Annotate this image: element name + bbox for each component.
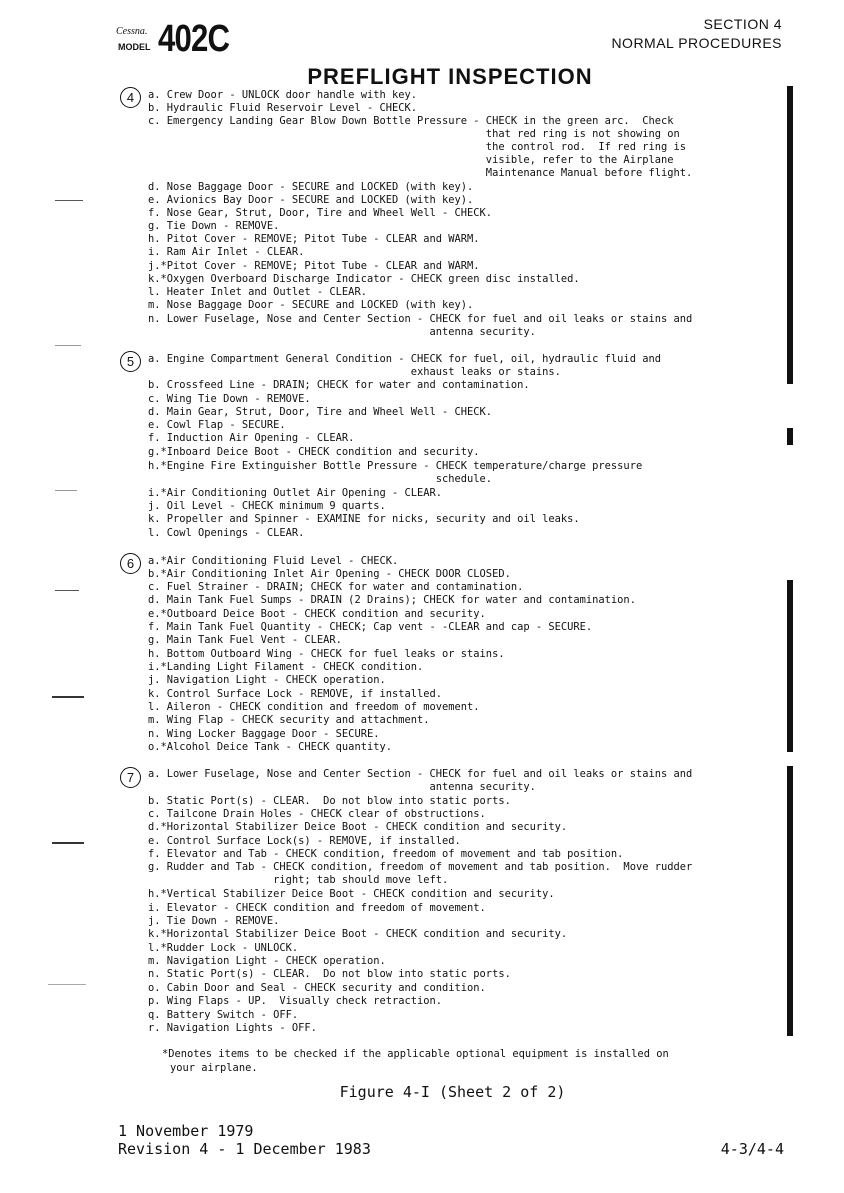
checklist-line: b. Hydraulic Fluid Reservoir Level - CHECK. <box>148 102 417 114</box>
section-number: SECTION 4 <box>703 16 782 32</box>
checklist-line: c. Emergency Landing Gear Blow Down Bottle Pressure - CHECK in the green arc. Check <box>148 115 674 127</box>
checklist-line: e.*Outboard Deice Boot - CHECK condition and security. <box>148 608 486 620</box>
checklist-line: right; tab should move left. <box>148 874 449 886</box>
step-marker-6: 6 <box>120 553 141 574</box>
checklist-line: a. Engine Compartment General Condition - CHECK for fuel, oil, hydraulic fluid and <box>148 353 661 365</box>
revision-bar <box>787 766 793 1036</box>
note-line: *Denotes items to be checked if the applicable optional equipment is installed on <box>162 1048 669 1060</box>
checklist-line: n. Lower Fuselage, Nose and Center Section - CHECK for fuel and oil leaks or stains and <box>148 313 693 325</box>
checklist-line: j. Navigation Light - CHECK operation. <box>148 674 386 686</box>
checklist-line: l.*Rudder Lock - UNLOCK. <box>148 942 299 954</box>
step-marker-4: 4 <box>120 87 141 108</box>
issue-date: 1 November 1979 <box>118 1122 254 1140</box>
checklist-line: exhaust leaks or stains. <box>148 366 561 378</box>
brand-model-label: MODEL <box>118 42 151 52</box>
checklist-line: g. Main Tank Fuel Vent - CLEAR. <box>148 634 342 646</box>
checklist-line: f. Nose Gear, Strut, Door, Tire and Wheel Well - CHECK. <box>148 207 493 219</box>
checklist-line: e. Control Surface Lock(s) - REMOVE, if installed. <box>148 835 461 847</box>
checklist-line: c. Tailcone Drain Holes - CHECK clear of obstructions. <box>148 808 486 820</box>
checklist-line: b. Crossfeed Line - DRAIN; CHECK for water and contamination. <box>148 379 530 391</box>
checklist-line: h. Bottom Outboard Wing - CHECK for fuel leaks or stains. <box>148 648 505 660</box>
model-number: 402C <box>158 18 230 60</box>
section-title: NORMAL PROCEDURES <box>611 35 782 51</box>
revision-bar <box>787 86 793 384</box>
checklist-line: h. Pitot Cover - REMOVE; Pitot Tube - CLEAR and WARM. <box>148 233 480 245</box>
checklist-line: n. Wing Locker Baggage Door - SECURE. <box>148 728 380 740</box>
revision-bar <box>787 428 793 445</box>
checklist-line: antenna security. <box>148 781 536 793</box>
revision-date: Revision 4 - 1 December 1983 <box>118 1140 371 1158</box>
checklist-line: b.*Air Conditioning Inlet Air Opening - CHECK DOOR CLOSED. <box>148 568 511 580</box>
checklist-line: k. Control Surface Lock - REMOVE, if installed. <box>148 688 443 700</box>
checklist-line: p. Wing Flaps - UP. Visually check retraction. <box>148 995 443 1007</box>
checklist-line: q. Battery Switch - OFF. <box>148 1009 299 1021</box>
checklist-line: j. Oil Level - CHECK minimum 9 quarts. <box>148 500 386 512</box>
checklist-line: schedule. <box>148 473 493 485</box>
checklist-line: m. Navigation Light - CHECK operation. <box>148 955 386 967</box>
checklist-line: m. Nose Baggage Door - SECURE and LOCKED (with key). <box>148 299 474 311</box>
figure-caption: Figure 4-I (Sheet 2 of 2) <box>339 1083 566 1101</box>
checklist-line: j.*Pitot Cover - REMOVE; Pitot Tube - CLEAR and WARM. <box>148 260 480 272</box>
revision-bar <box>787 580 793 752</box>
checklist-line: l. Heater Inlet and Outlet - CLEAR. <box>148 286 367 298</box>
checklist-line: a. Lower Fuselage, Nose and Center Section - CHECK for fuel and oil leaks or stains and <box>148 768 693 780</box>
checklist-line: h.*Vertical Stabilizer Deice Boot - CHECK condition and security. <box>148 888 555 900</box>
margin-mark <box>55 345 81 346</box>
checklist-line: k. Propeller and Spinner - EXAMINE for nicks, security and oil leaks. <box>148 513 580 525</box>
checklist-line: antenna security. <box>148 326 536 338</box>
margin-mark <box>52 842 84 844</box>
checklist-line: b. Static Port(s) - CLEAR. Do not blow into static ports. <box>148 795 511 807</box>
checklist-line: i. Ram Air Inlet - CLEAR. <box>148 246 305 258</box>
checklist-line: d. Nose Baggage Door - SECURE and LOCKED (with key). <box>148 181 474 193</box>
checklist-line: j. Tie Down - REMOVE. <box>148 915 280 927</box>
checklist-line: l. Cowl Openings - CLEAR. <box>148 527 305 539</box>
margin-mark <box>48 984 86 985</box>
checklist-line: f. Induction Air Opening - CLEAR. <box>148 432 355 444</box>
checklist-line: that red ring is not showing on <box>148 128 680 140</box>
checklist-line: g.*Inboard Deice Boot - CHECK condition and security. <box>148 446 480 458</box>
checklist-line: a.*Air Conditioning Fluid Level - CHECK. <box>148 555 399 567</box>
checklist-line: f. Main Tank Fuel Quantity - CHECK; Cap vent - -CLEAR and cap - SECURE. <box>148 621 593 633</box>
checklist-line: n. Static Port(s) - CLEAR. Do not blow into static ports. <box>148 968 511 980</box>
checklist-line: k.*Oxygen Overboard Discharge Indicator - CHECK green disc installed. <box>148 273 580 285</box>
page-title: PREFLIGHT INSPECTION <box>307 64 593 89</box>
checklist-line: d. Main Gear, Strut, Door, Tire and Wheel Well - CHECK. <box>148 406 493 418</box>
checklist-line: g. Tie Down - REMOVE. <box>148 220 280 232</box>
checklist-line: i.*Air Conditioning Outlet Air Opening - CLEAR. <box>148 487 443 499</box>
step-marker-7: 7 <box>120 767 141 788</box>
checklist-line: e. Cowl Flap - SECURE. <box>148 419 286 431</box>
checklist-line: g. Rudder and Tab - CHECK condition, freedom of movement and tab position. Move rudder <box>148 861 693 873</box>
checklist-line: the control rod. If red ring is <box>148 141 686 153</box>
checklist-line: c. Fuel Strainer - DRAIN; CHECK for water and contamination. <box>148 581 524 593</box>
checklist-line: c. Wing Tie Down - REMOVE. <box>148 393 311 405</box>
checklist-line: l. Aileron - CHECK condition and freedom of movement. <box>148 701 480 713</box>
checklist-line: visible, refer to the Airplane <box>148 154 674 166</box>
checklist-line: f. Elevator and Tab - CHECK condition, freedom of movement and tab position. <box>148 848 624 860</box>
checklist-line: i.*Landing Light Filament - CHECK condition. <box>148 661 424 673</box>
margin-mark <box>55 200 83 201</box>
checklist-line: d.*Horizontal Stabilizer Deice Boot - CHECK condition and security. <box>148 821 568 833</box>
checklist-line: i. Elevator - CHECK condition and freedom of movement. <box>148 902 486 914</box>
step-marker-5: 5 <box>120 351 141 372</box>
checklist-line: Maintenance Manual before flight. <box>148 167 693 179</box>
checklist-line: r. Navigation Lights - OFF. <box>148 1022 317 1034</box>
page-number: 4-3/4-4 <box>720 1140 784 1158</box>
checklist-line: o. Cabin Door and Seal - CHECK security and condition. <box>148 982 486 994</box>
margin-mark <box>55 490 77 491</box>
checklist-line: m. Wing Flap - CHECK security and attachment. <box>148 714 430 726</box>
checklist-line: d. Main Tank Fuel Sumps - DRAIN (2 Drains); CHECK for water and contamination. <box>148 594 636 606</box>
brand-script: Cessna. <box>116 26 148 37</box>
checklist-line: k.*Horizontal Stabilizer Deice Boot - CHECK condition and security. <box>148 928 568 940</box>
checklist-line: o.*Alcohol Deice Tank - CHECK quantity. <box>148 741 392 753</box>
checklist-line: a. Crew Door - UNLOCK door handle with key. <box>148 89 417 101</box>
checklist-line: e. Avionics Bay Door - SECURE and LOCKED (with key). <box>148 194 474 206</box>
margin-mark <box>52 696 84 698</box>
note-line: your airplane. <box>170 1062 258 1074</box>
checklist-line: h.*Engine Fire Extinguisher Bottle Pressure - CHECK temperature/charge pressure <box>148 460 643 472</box>
margin-mark <box>55 590 79 591</box>
